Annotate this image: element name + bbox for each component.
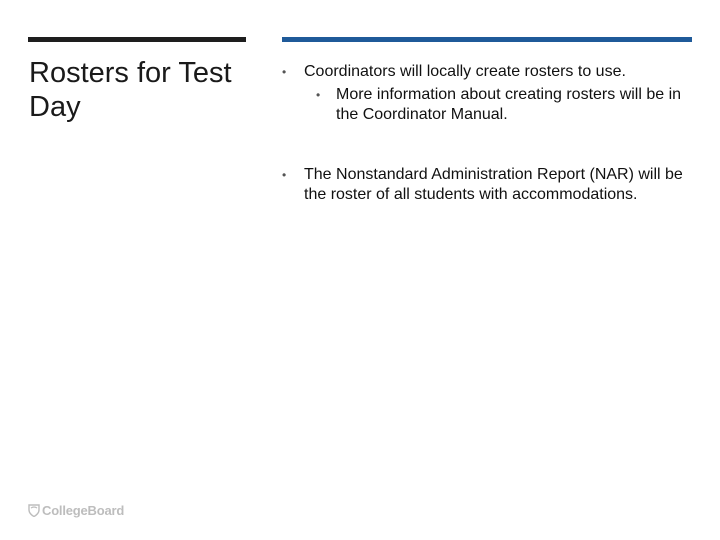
acorn-shield-icon xyxy=(28,503,40,517)
bullet-item xyxy=(282,165,692,205)
slide-title: Rosters for Test Day xyxy=(29,57,232,123)
sub-bullet-item xyxy=(282,85,692,125)
logo-text: CollegeBoard xyxy=(42,502,125,518)
bullet-icon: • xyxy=(316,88,321,102)
content-rule xyxy=(282,37,692,42)
bullet-item xyxy=(282,62,692,82)
college-board-logo xyxy=(28,501,124,519)
bullet-text: The Nonstandard Administration Report (NAR) will be the roster of all students with accommodations. xyxy=(304,166,683,203)
sub-bullet-text: More information about creating rosters will be in the Coordinator Manual. xyxy=(336,86,682,123)
bullet-icon: • xyxy=(282,65,287,79)
bullet-icon: • xyxy=(282,168,287,182)
bullet-text: Coordinators will locally create rosters to use. xyxy=(304,63,626,80)
bullet-list xyxy=(282,62,692,205)
title-rule xyxy=(28,37,246,42)
